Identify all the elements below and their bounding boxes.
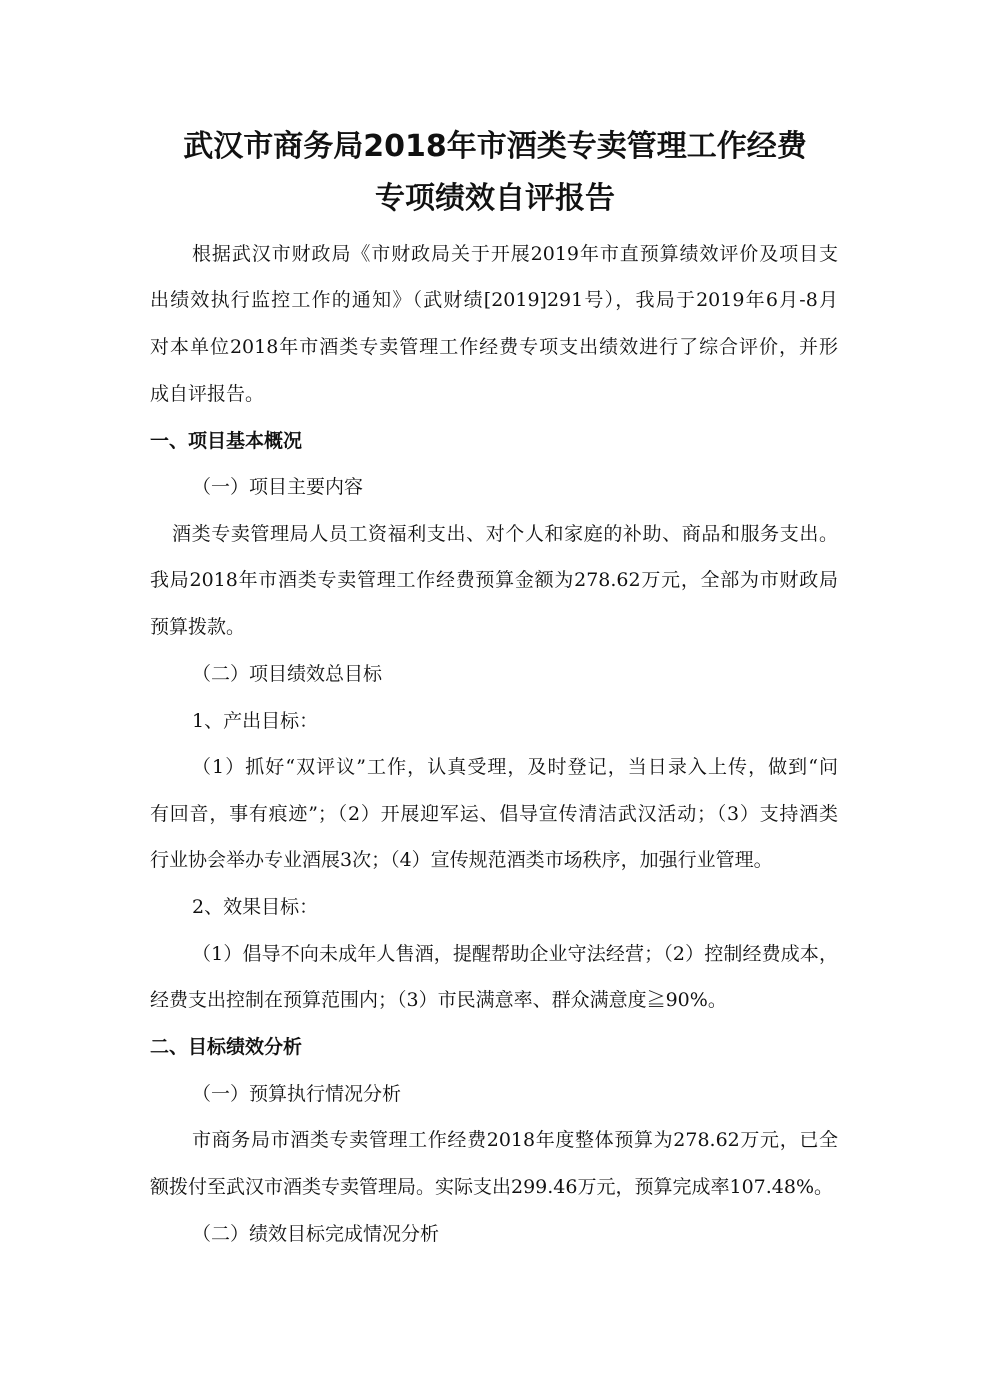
- intro-paragraph-line: 出绩效执行监控工作的通知》（武财绩[2019]291号），我局于2019年6月-8月: [150, 289, 838, 311]
- subsection-heading: （二）绩效目标完成情况分析: [192, 1223, 440, 1245]
- document-title-line-1: 武汉市商务局2018年市酒类专卖管理工作经费: [183, 129, 807, 164]
- paragraph-line: 预算拨款。: [150, 616, 246, 638]
- paragraph-line: 经费支出控制在预算范围内；（3）市民满意率、群众满意度≧90%。: [150, 989, 727, 1011]
- item-heading: 2、效果目标：: [192, 896, 319, 918]
- paragraph-line: 额拨付至武汉市酒类专卖管理局。实际支出299.46万元，预算完成率107.48%。: [150, 1176, 834, 1198]
- intro-paragraph-line: 对本单位2018年市酒类专卖管理工作经费专项支出绩效进行了综合评价，并形: [150, 336, 838, 358]
- section-heading: 一、项目基本概况: [150, 430, 303, 452]
- subsection-heading: （一）项目主要内容: [192, 476, 364, 498]
- subsection-heading: （二）项目绩效总目标: [192, 663, 383, 685]
- paragraph-line: 行业协会举办专业酒展3次；（4）宣传规范酒类市场秩序，加强行业管理。: [150, 849, 773, 871]
- section-heading: 二、目标绩效分析: [150, 1036, 303, 1058]
- subsection-heading: （一）预算执行情况分析: [192, 1083, 402, 1105]
- paragraph-line: 市商务局市酒类专卖管理工作经费2018年度整体预算为278.62万元，已全: [192, 1129, 838, 1151]
- intro-paragraph-line: 根据武汉市财政局《市财政局关于开展2019年市直预算绩效评价及项目支: [192, 243, 838, 265]
- paragraph-line: （1）倡导不向未成年人售酒，提醒帮助企业守法经营；（2）控制经费成本，: [192, 943, 838, 965]
- paragraph-line: （1）抓好“双评议”工作，认真受理，及时登记，当日录入上传，做到“问: [192, 756, 838, 778]
- item-heading: 1、产出目标：: [192, 710, 319, 732]
- paragraph-line: 酒类专卖管理局人员工资福利支出、对个人和家庭的补助、商品和服务支出。: [172, 523, 838, 545]
- paragraph-line: 我局2018年市酒类专卖管理工作经费预算金额为278.62万元，全部为市财政局: [150, 569, 838, 591]
- intro-paragraph-line: 成自评报告。: [150, 383, 265, 405]
- paragraph-line: 有回音，事有痕迹”；（2）开展迎军运、倡导宣传清洁武汉活动；（3）支持酒类: [150, 803, 838, 825]
- document-title-line-2: 专项绩效自评报告: [375, 181, 615, 216]
